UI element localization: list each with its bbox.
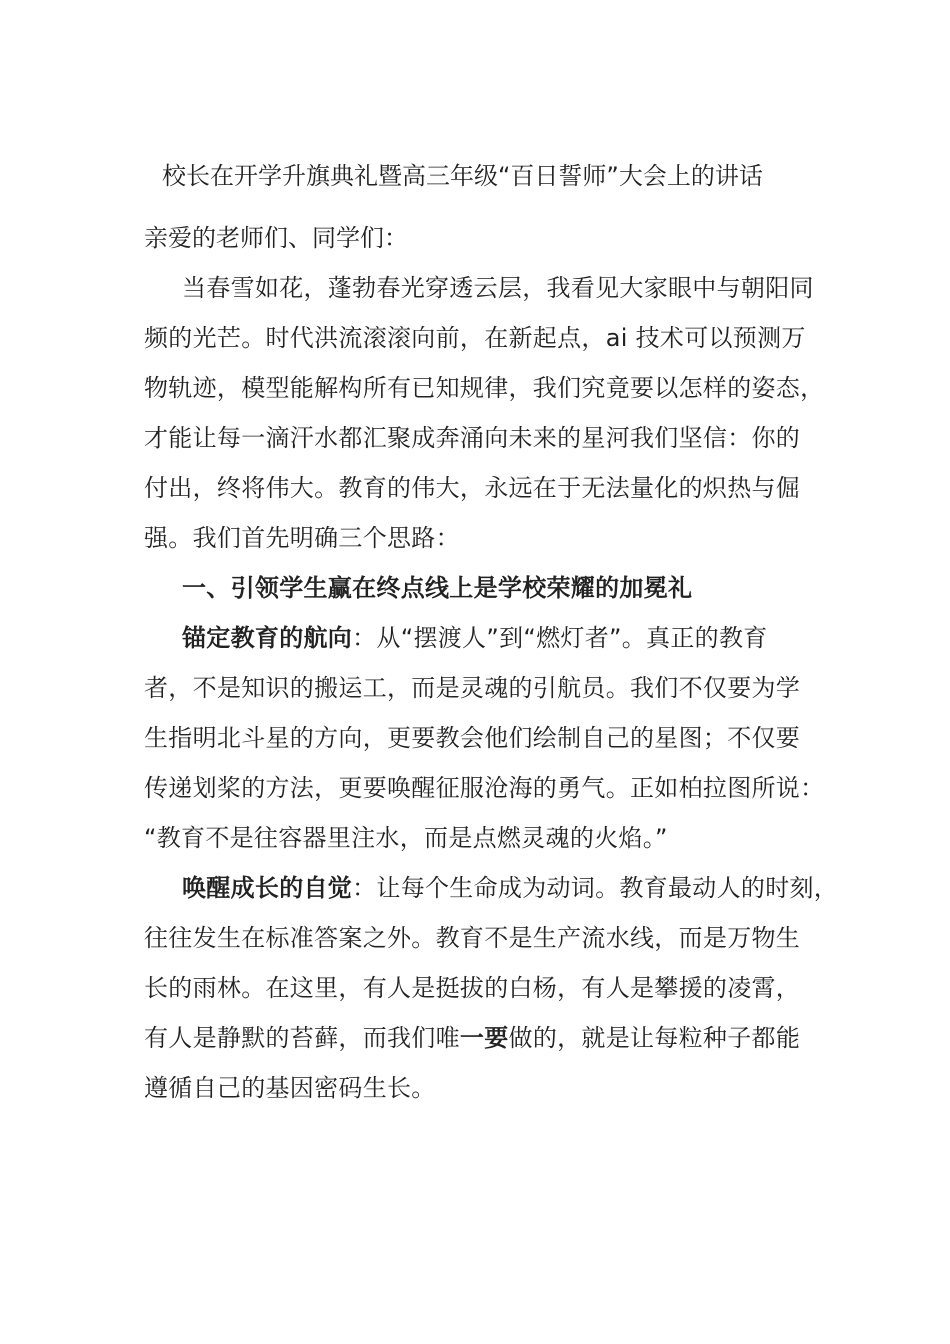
- paragraph-line: 物轨迹，模型能解构所有已知规律，我们究竟要以怎样的姿态，: [144, 374, 825, 402]
- paragraph-line: 者，不是知识的搬运工，而是灵魂的引航员。我们不仅要为学: [144, 674, 801, 702]
- paragraph-line: 付出，终将伟大。教育的伟大，永远在于无法量化的炽热与倔: [144, 474, 801, 502]
- paragraph-line: [144, 1018, 824, 1068]
- paragraph-text: 有人是静默的苔藓，而我们唯: [144, 1024, 460, 1052]
- paragraph-line: [144, 618, 824, 668]
- paragraph-line: 才能让每一滴汗水都汇聚成奔涌向未来的星河我们坚信：你的: [144, 424, 801, 452]
- paragraph-line: 长的雨林。在这里，有人是挺拔的白杨，有人是攀援的凌霄，: [144, 974, 801, 1002]
- document-body: [144, 268, 839, 1118]
- paragraph-line: 遵循自己的基因密码生长。: [144, 1074, 436, 1102]
- paragraph-text: 做的，就是让每粒种子都能: [508, 1024, 801, 1052]
- paragraph-text: ：让每个生命成为动词。教育最动人的时刻，: [352, 874, 839, 902]
- paragraph-line: 当春雪如花，蓬勃春光穿透云层，我看见大家眼中与朝阳同: [182, 274, 814, 302]
- document-title: 校长在开学升旗典礼暨高三年级“百日誓师”大会上的讲话: [162, 162, 763, 190]
- emphasis-text: 一要: [459, 1024, 509, 1052]
- paragraph-line: 往往发生在标准答案之外。教育不是生产流水线，而是万物生: [144, 924, 801, 952]
- paragraph-line: [144, 868, 839, 918]
- paragraph-line: 频的光芒。时代洪流滚滚向前，在新起点，ai 技术可以预测万: [144, 324, 806, 352]
- section-heading: 一、引领学生赢在终点线上是学校荣耀的加冕礼: [182, 574, 693, 602]
- paragraph-line: 生指明北斗星的方向，更要教会他们绘制自己的星图；不仅要: [144, 724, 801, 752]
- paragraph-lead: 锚定教育的航向: [182, 624, 353, 652]
- greeting: 亲爱的老师们、同学们：: [144, 224, 408, 252]
- quote-line: “教育不是往容器里注水，而是点燃灵魂的火焰。”: [144, 824, 668, 852]
- paragraph-lead: 唤醒成长的自觉: [182, 874, 353, 902]
- paragraph-line: 强。我们首先明确三个思路：: [144, 524, 460, 552]
- paragraph-line: 传递划桨的方法，更要唤醒征服沧海的勇气。正如柏拉图所说：: [144, 774, 825, 802]
- paragraph-text: ：从“摆渡人”到“燃灯者”。真正的教育: [352, 624, 768, 652]
